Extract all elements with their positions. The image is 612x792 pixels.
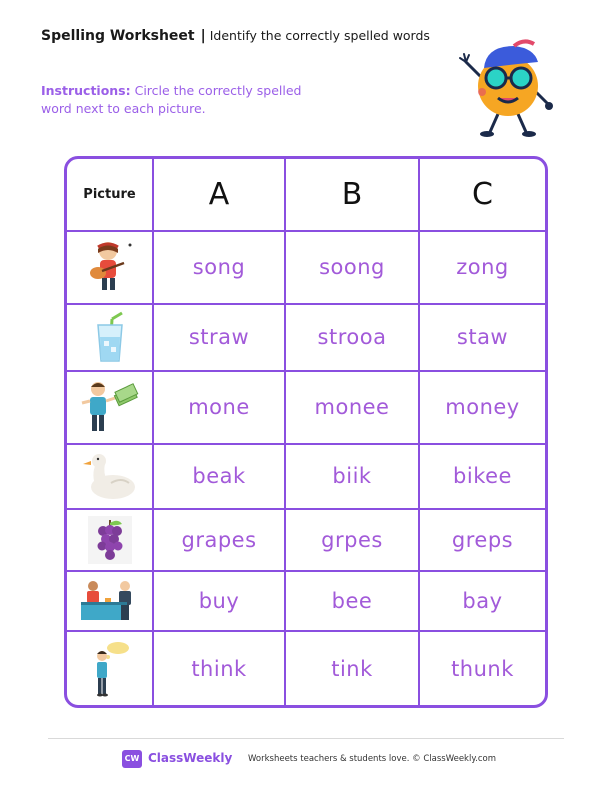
table-row (67, 571, 545, 631)
option-c[interactable]: bikee (419, 444, 545, 509)
option-c[interactable]: greps (419, 509, 545, 572)
option-a[interactable]: grapes (153, 509, 285, 572)
brand-name: ClassWeekly (148, 751, 233, 765)
option-a[interactable]: think (153, 631, 285, 705)
picture-cell (67, 631, 153, 705)
grapes-icon (88, 516, 132, 564)
option-c[interactable]: thunk (419, 631, 545, 705)
header-picture: Picture (67, 159, 153, 231)
option-c[interactable]: zong (419, 231, 545, 304)
picture-cell (67, 231, 153, 304)
table-row (67, 444, 545, 509)
girl-guitar-icon (84, 239, 136, 295)
table-row (67, 631, 545, 705)
spelling-table (64, 156, 548, 708)
option-b[interactable]: soong (285, 231, 419, 304)
option-a[interactable]: buy (153, 571, 285, 631)
footer-tagline: Worksheets teachers & students love. © ClassWeekly.com (248, 754, 497, 764)
header-c: C (419, 159, 545, 231)
picture-cell (67, 371, 153, 444)
option-c[interactable]: bay (419, 571, 545, 631)
man-thinking-icon (88, 640, 132, 698)
table-header-row (67, 159, 545, 231)
option-a[interactable]: straw (153, 304, 285, 372)
option-b[interactable]: strooa (285, 304, 419, 372)
header-b: B (285, 159, 419, 231)
picture-cell (67, 304, 153, 372)
duck-icon (81, 451, 139, 501)
instructions (41, 82, 321, 118)
glass-straw-icon (90, 311, 130, 363)
option-c[interactable]: staw (419, 304, 545, 372)
table-row (67, 231, 545, 304)
picture-cell (67, 509, 153, 572)
classweekly-logo-icon: CW (122, 750, 142, 768)
picture-cell (67, 571, 153, 631)
option-a[interactable]: beak (153, 444, 285, 509)
mascot-sun-with-sunglasses-icon (458, 28, 558, 140)
option-b[interactable]: biik (285, 444, 419, 509)
option-a[interactable]: song (153, 231, 285, 304)
instructions-label: Instructions: (41, 83, 131, 98)
option-b[interactable]: tink (285, 631, 419, 705)
footer-divider (48, 738, 564, 739)
option-b[interactable]: bee (285, 571, 419, 631)
worksheet-subtitle: Identify the correctly spelled words (209, 28, 430, 43)
table-row (67, 509, 545, 572)
option-b[interactable]: monee (285, 371, 419, 444)
picture-cell (67, 444, 153, 509)
title-separator: | (200, 28, 206, 44)
option-a[interactable]: mone (153, 371, 285, 444)
table-row (67, 371, 545, 444)
worksheet-title: Spelling Worksheet (41, 28, 195, 44)
instructions-text: Circle the correctly spelled word next to each picture. (41, 83, 302, 116)
option-c[interactable]: money (419, 371, 545, 444)
table-row (67, 304, 545, 372)
option-b[interactable]: grpes (285, 509, 419, 572)
worksheet-header (41, 28, 430, 44)
man-money-icon (78, 379, 142, 435)
shop-counter-icon (77, 578, 143, 624)
header-a: A (153, 159, 285, 231)
